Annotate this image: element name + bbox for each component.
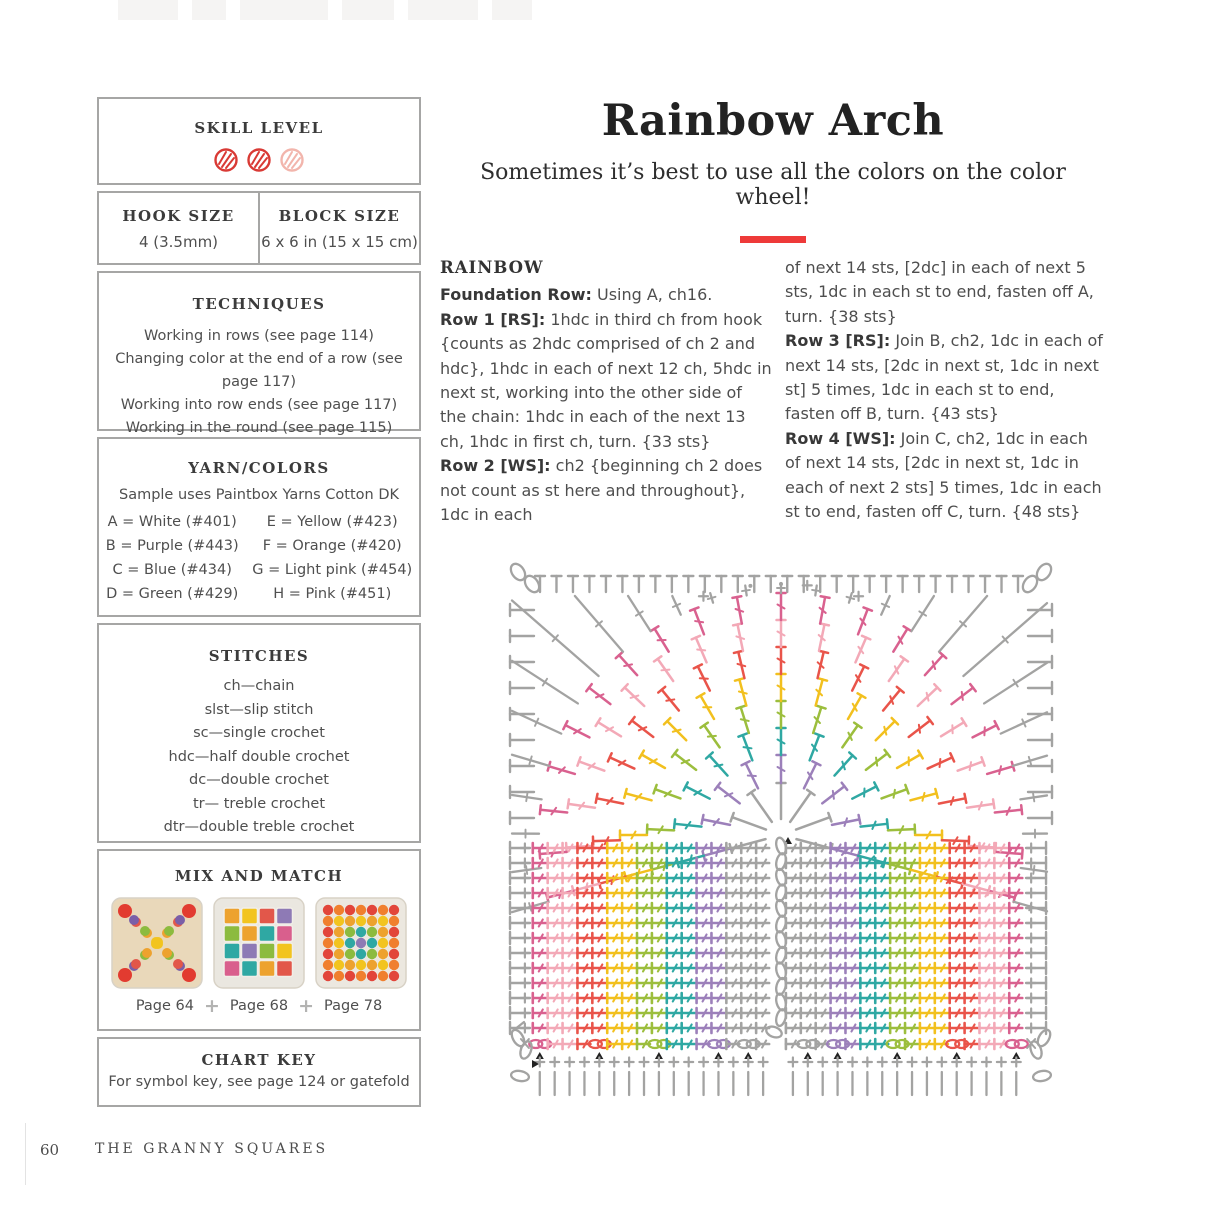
stitches-list: [99, 675, 419, 840]
mix-page-ref: Page 78: [324, 998, 383, 1014]
cropped-print-remnant: [118, 0, 532, 20]
techniques-list: [99, 325, 419, 440]
pattern-info-sidebar: [97, 97, 421, 1113]
yarn-note: Sample uses Paintbox Yarns Cotton DK: [118, 487, 400, 503]
technique-item: Working in the round (see page 115): [125, 420, 393, 436]
footer-section-title: THE GRANNY SQUARES: [95, 1141, 329, 1157]
yarn-color-list: [99, 510, 419, 606]
techniques-heading: TECHNIQUES: [192, 295, 326, 313]
skill-level-box: [97, 97, 421, 185]
stitch-abbreviation-item: dtr—double treble crochet: [163, 819, 355, 835]
technique-item: Working into row ends (see page 117): [120, 397, 398, 413]
skill-level-heading: SKILL LEVEL: [194, 119, 324, 137]
crochet-chart: [498, 552, 1064, 1114]
techniques-box: [97, 271, 421, 436]
block-size-cell: [260, 193, 419, 263]
stitch-abbreviation-item: ch—chain: [223, 678, 295, 694]
thumbnail-bobble-square: [315, 897, 407, 989]
pattern-header: [440, 96, 1106, 243]
page-title: Rainbow Arch: [601, 96, 945, 146]
chart-key-box: [97, 1037, 421, 1107]
mix-and-match-page-refs: [99, 995, 419, 1017]
block-size-heading: BLOCK SIZE: [278, 207, 401, 225]
row-label: Row 3 [RS]:: [785, 331, 891, 351]
yarn-color-item: A = White (#401): [107, 514, 237, 530]
yarn-colors-heading: YARN/COLORS: [188, 459, 330, 477]
row-label: Row 4 [WS]:: [785, 428, 896, 448]
mix-and-match-box: [97, 849, 421, 1031]
pattern-row-paragraph: Row 4 [WS]: Join C, ch2, 1dc in each of next 14 sts, [2dc in next st, 1dc in each of next 2 sts] 5 times, 1dc in each st to end, fasten off C, turn. {48 sts}: [785, 428, 1102, 522]
row-label: Row 1 [RS]:: [440, 309, 546, 329]
yarn-color-item: E = Yellow (#423): [266, 514, 398, 530]
yarn-ball-icon: [213, 147, 239, 173]
hook-block-box: [97, 191, 421, 265]
yarn-color-item: G = Light pink (#454): [252, 562, 413, 578]
stitches-box: [97, 623, 421, 843]
yarn-color-item: H = Pink (#451): [273, 586, 392, 602]
mix-page-ref: Page 68: [229, 998, 289, 1014]
technique-item: Working in rows (see page 114): [144, 328, 374, 344]
instructions-column-left: [440, 256, 772, 527]
stitch-abbreviation-item: tr— treble crochet: [192, 795, 326, 812]
mix-and-match-thumbnails: [99, 897, 419, 989]
page-number: 60: [40, 1141, 60, 1159]
plus-separator-icon: +: [298, 995, 314, 1017]
hook-size-heading: HOOK SIZE: [122, 207, 235, 225]
stitches-heading: STITCHES: [208, 647, 310, 665]
technique-item: Changing color at the end of a row (see page 117): [115, 351, 403, 390]
hook-size-cell: [99, 193, 260, 263]
chart-key-text: For symbol key, see page 124 or gatefold: [108, 1074, 410, 1090]
yarn-color-item: F = Orange (#420): [262, 538, 402, 554]
yarn-color-item: D = Green (#429): [106, 586, 239, 602]
pattern-row-paragraph: Row 2 [WS]: ch2 {beginning ch 2 does not count as st here and throughout}, 1dc in each: [440, 456, 763, 525]
block-size-value: 6 x 6 in (15 x 15 cm): [261, 233, 418, 251]
thumbnail-cross-square: [111, 897, 203, 989]
row-label: Foundation Row:: [440, 285, 592, 305]
accent-divider: [740, 236, 806, 243]
yarn-color-item: C = Blue (#434): [112, 562, 232, 578]
stitch-abbreviation-item: dc—double crochet: [189, 772, 329, 788]
instructions-column-right: [785, 256, 1107, 524]
plus-separator-icon: +: [203, 995, 220, 1017]
yarn-color-item: B = Purple (#443): [105, 538, 239, 554]
crochet-chart-svg: [498, 552, 1064, 1114]
chart-key-heading: CHART KEY: [201, 1051, 317, 1069]
pattern-section-title: RAINBOW: [440, 258, 544, 277]
mix-page-ref: Page 64: [135, 998, 194, 1014]
page-crop-mark: [25, 1123, 26, 1185]
mix-and-match-heading: MIX AND MATCH: [174, 867, 344, 885]
yarn-ball-icon: [279, 147, 305, 173]
skill-level-rating: [99, 147, 419, 173]
yarn-ball-icon: [246, 147, 272, 173]
thumbnail-patchwork-square: [213, 897, 305, 989]
pattern-row-paragraph: Row 1 [RS]: 1hdc in third ch from hook {counts as 2hdc comprised of ch 2 and hdc}, 1hdc in each of next 12 ch, 5hdc in next st, working into the other side of the chain: 1hdc in each of the next 13 ch, 1hdc in first ch, turn. {33 sts}: [440, 309, 772, 451]
pattern-row-paragraph: Row 3 [RS]: Join B, ch2, 1dc in each of next 14 sts, [2dc in next st, 1dc in next st] 5 times, 1dc in each st to end, fasten off B, turn. {43 sts}: [785, 331, 1103, 424]
row-label: Row 2 [WS]:: [440, 456, 551, 476]
pattern-row-paragraph: Foundation Row: Using A, ch16.: [440, 285, 713, 305]
yarn-colors-box: [97, 437, 421, 617]
stitch-abbreviation-item: hdc—half double crochet: [168, 748, 350, 765]
stitch-abbreviation-item: slst—slip stitch: [204, 701, 314, 718]
pattern-row-paragraph: of next 14 sts, [2dc] in each of next 5 sts, 1dc in each st to end, fasten off A, turn. {38 sts}: [785, 258, 1094, 326]
stitch-abbreviation-item: sc—single crochet: [193, 725, 325, 741]
hook-size-value: 4 (3.5mm): [138, 233, 219, 251]
page-subtitle: Sometimes it’s best to use all the colors on the color wheel!: [480, 160, 1066, 210]
